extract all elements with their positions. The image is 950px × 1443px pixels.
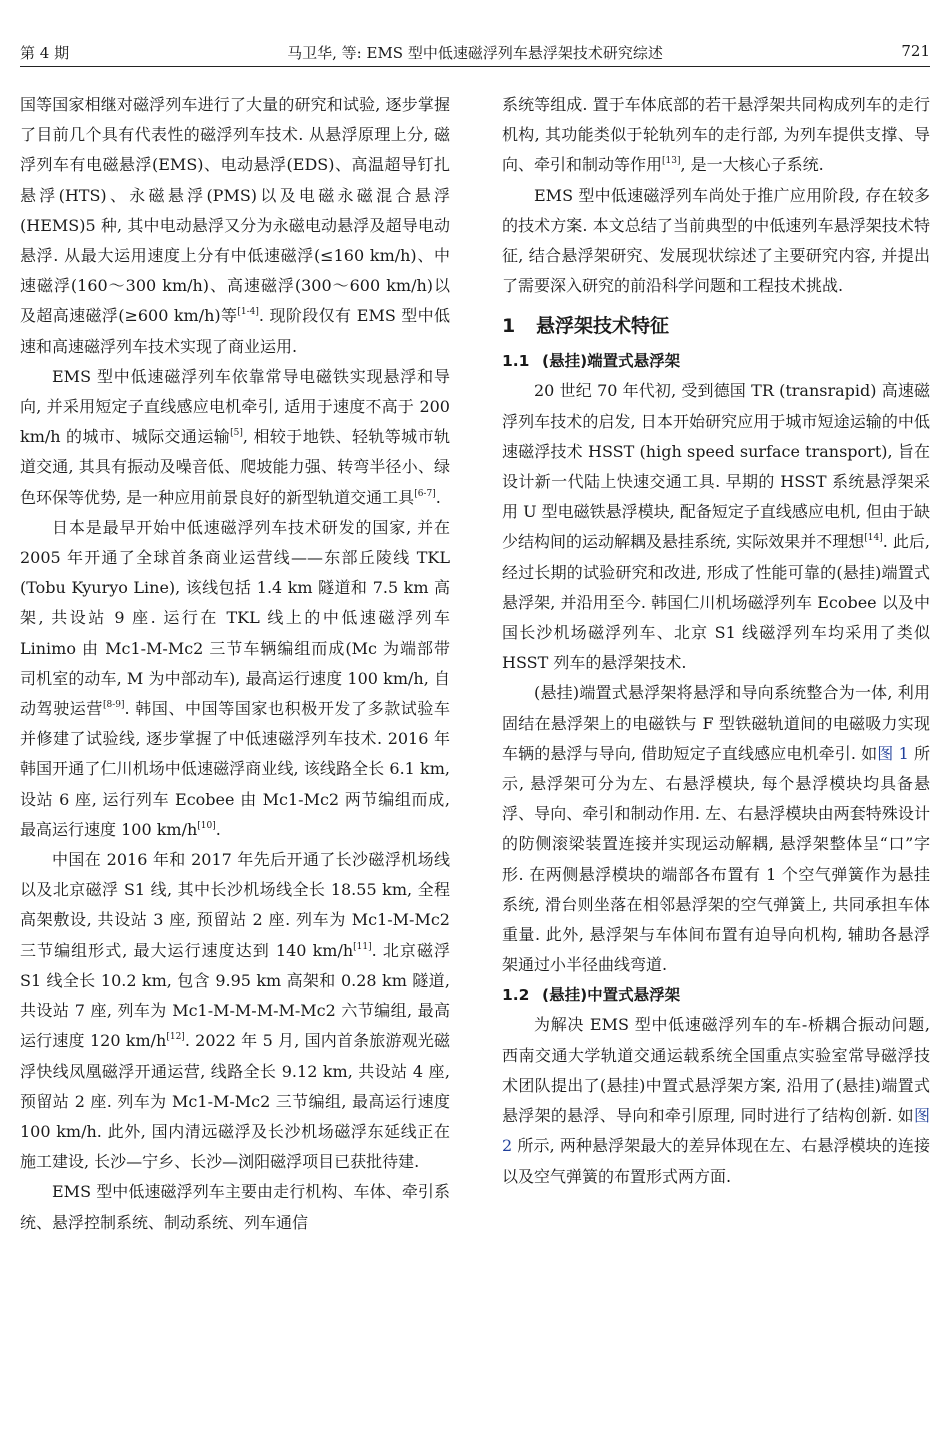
citation-ref[interactable]: [12] <box>166 1032 185 1043</box>
right-column <box>502 90 930 1192</box>
citation-ref[interactable]: [14] <box>864 533 883 544</box>
citation-ref[interactable]: [11] <box>353 941 372 952</box>
citation-ref[interactable]: [5] <box>230 428 243 439</box>
subsection-heading-1-2: 1.2 (悬挂)中置式悬浮架 <box>502 986 681 1005</box>
left-column <box>20 90 450 1238</box>
section-heading-1: 1 悬浮架技术特征 <box>502 315 670 338</box>
paragraph-china: 中国在 2016 年和 2017 年先后开通了长沙磁浮机场线以及北京磁浮 S1 线, 其中长沙机场线全长 18.55 km, 全程高架敷设, 共设站 3 座, 预留站 2 座. 列车为 Mc1-M-Mc2 三节编组形式, 最大运行速度达到 140 km/h[11]. 北京磁浮 S1 线全长 10.2 km, 包含 9.95 km 高架和 0.28 km 隧道, 共设站 7 座, 列车为 Mc1-M-M-M-M-Mc2 六节编组, 最高运行速度 120 km/h[12]. 2022 年 5 月, 国内首条旅游观光磁浮快线凤凰磁浮开通运营, 线路全长 9.12 km, 共设站 4 座, 预留站 2 座. 列车为 Mc1-M-Mc2 三节编组, 最高运行速度 100 km/h. 此外, 国内清远磁浮及长沙机场磁浮东延线正在施工建设, 长沙—宁乡、长沙—浏阳磁浮项目已获批待建. <box>20 850 450 1172</box>
paragraph-end-bogie-structure: (悬挂)端置式悬浮架将悬浮和导向系统整合为一体, 利用固结在悬浮架上的电磁铁与 F 型铁磁轨道间的电磁吸力实现车辆的悬浮与导向, 借助短定子直线感应电机牵引. 如图 1 所示, 悬浮架可分为左、右悬浮模块, 每个悬浮模块均具备悬浮、导向、牵引和制动作用. 左、右悬浮模块由两套特殊设计的防侧滚梁装置连接并实现运动解耦, 悬浮架整体呈“口”字形. 在两侧悬浮模块的端部各布置有 1 个空气弹簧作为悬挂系统, 滑台则坐落在相邻悬浮架的空气弹簧上, 共同承担车体重量. 此外, 悬浮架与车体间布置有迫导向机构, 辅助各悬浮架通过小半径曲线弯道. <box>502 683 930 975</box>
page-number: 721 <box>901 42 930 60</box>
paragraph-intro-continued: 国等国家相继对磁浮列车进行了大量的研究和试验, 逐步掌握了目前几个具有代表性的磁浮列车技术. 从悬浮原理上分, 磁浮列车有电磁悬浮(EMS)、电动悬浮(EDS)、高温超导钉扎悬浮(HTS)、永磁悬浮(PMS)以及电磁永磁混合悬浮(HEMS)5 种, 其中电动悬浮又分为永磁电动悬浮及超导电动悬浮. 从最大运用速度上分有中低速磁浮(≤160 km/h)、中速磁浮(160～300 km/h)、高速磁浮(300～600 km/h)以及超高速磁浮(≥600 km/h)等[1-4]. 现阶段仅有 EMS 型中低速和高速磁浮列车技术实现了商业运用. <box>20 95 450 356</box>
citation-ref[interactable]: [8-9] <box>102 700 125 711</box>
paragraph-system-composition: EMS 型中低速磁浮列车主要由走行机构、车体、牵引系统、悬浮控制系统、制动系统、列车通信 <box>20 1182 450 1232</box>
paragraph-ems-overview: EMS 型中低速磁浮列车依靠常导电磁铁实现悬浮和导向, 并采用短定子直线感应电机牵引, 适用于速度不高于 200 km/h 的城市、城际交通运输[5], 相较于地铁、轻轨等城市轨道交通, 其具有振动及噪音低、爬坡能力强、转弯半径小、绿色环保等优势, 是一种应用前景良好的新型轨道交通工具[6-7]. <box>20 366 450 507</box>
paragraph-center-bogie: 为解决 EMS 型中低速磁浮列车的车-桥耦合振动问题, 西南交通大学轨道交通运载系统全国重点实验室常导磁浮技术团队提出了(悬挂)中置式悬浮架方案, 沿用了(悬挂)端置式悬浮架的悬浮、导向和牵引原理, 同时进行了结构创新. 如图 2 所示, 两种悬浮架最大的差异体现在左、右悬浮模块的连接以及空气弹簧的布置形式两方面. <box>502 1015 930 1186</box>
citation-ref[interactable]: [1-4] <box>237 307 259 318</box>
figure-link[interactable]: 图 2 <box>502 1106 930 1156</box>
running-title: 马卫华, 等: EMS 型中低速磁浮列车悬浮架技术研究综述 <box>287 44 663 62</box>
paragraph-paper-scope: EMS 型中低速磁浮列车尚处于推广应用阶段, 存在较多的技术方案. 本文总结了当前典型的中低速列车悬浮架技术特征, 结合悬浮架研究、发展现状综述了主要研究内容, 并提出了需要深入研究的前沿科学问题和工程技术挑战. <box>502 185 930 296</box>
citation-ref[interactable]: [10] <box>197 820 216 831</box>
paragraph-system-continued: 系统等组成. 置于车体底部的若干悬浮架共同构成列车的走行机构, 其功能类似于轮轨列车的走行部, 为列车提供支撑、导向、牵引和制动等作用[13], 是一大核心子系统. <box>502 95 930 175</box>
figure-link[interactable]: 图 1 <box>877 743 909 763</box>
running-header <box>20 38 930 67</box>
paragraph-japan-korea: 日本是最早开始中低速磁浮列车技术研发的国家, 并在 2005 年开通了全球首条商业运营线——东部丘陵线 TKL (Tobu Kyuryo Line), 该线包括 1.4 km 隧道和 7.5 km 高架, 共设站 9 座. 运行在 TKL 线上的中低速磁浮列车 Linimo 由 Mc1-M-Mc2 三节车辆编组而成(Mc 为端部带司机室的动车, M 为中部动车), 最高运行速度 100 km/h, 自动驾驶运营[8-9]. 韩国、中国等国家也积极开发了多款试验车并修建了试验线, 逐步掌握了中低速磁浮列车技术. 2016 年韩国开通了仁川机场中低速磁浮商业线, 该线路全长 6.1 km, 设站 6 座, 运行列车 Ecobee 由 Mc1-Mc2 两节编组而成, 最高运行速度 100 km/h[10]. <box>20 517 450 839</box>
citation-ref[interactable]: [13] <box>662 156 681 167</box>
citation-ref[interactable]: [6-7] <box>414 488 436 499</box>
subsection-heading-1-1: 1.1 (悬挂)端置式悬浮架 <box>502 352 681 371</box>
paragraph-hsst-history: 20 世纪 70 年代初, 受到德国 TR (transrapid) 高速磁浮列车技术的启发, 日本开始研究应用于城市短途运输的中低速磁浮技术 HSST (high speed surface transport), 旨在设计新一代陆上快速交通工具. 早期的 HSST 系统悬浮架采用 U 型电磁铁悬浮模块, 配备短定子直线感应电机, 但由于缺少结构间的运动解耦及悬挂系统, 实际效果并不理想[14]. 此后, 经过长期的试验研究和改进, 形成了性能可靠的(悬挂)端置式悬浮架, 并沿用至今. 韩国仁川机场磁浮列车 Ecobee 以及中国长沙机场磁浮列车、北京 S1 线磁浮列车均采用了类似 HSST 列车的悬浮架技术. <box>502 381 931 673</box>
issue-number: 第 4 期 <box>20 44 70 62</box>
